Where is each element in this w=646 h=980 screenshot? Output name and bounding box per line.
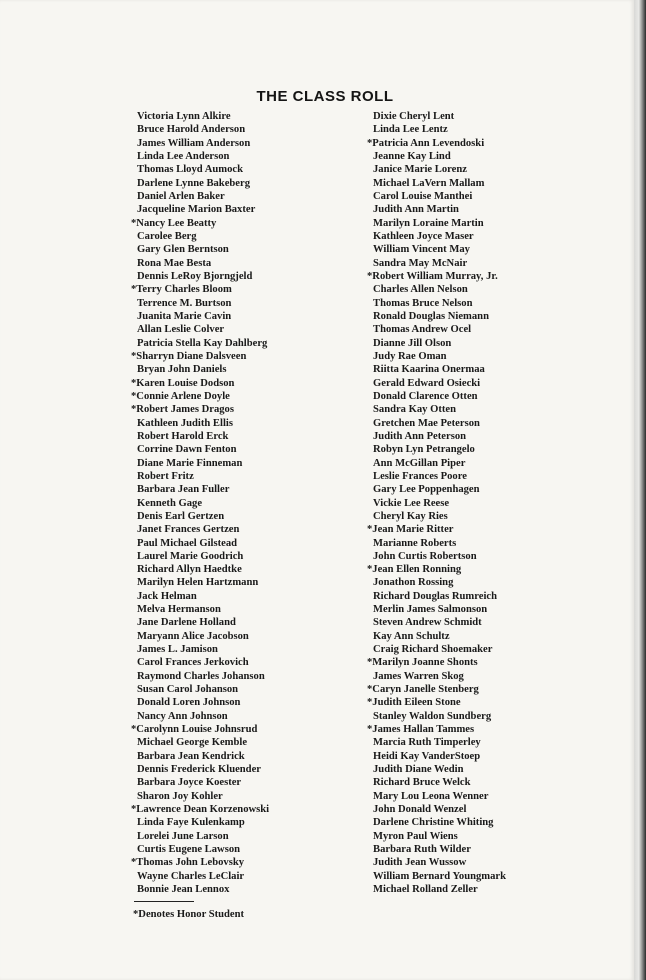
student-name: James Warren Skog <box>373 670 464 682</box>
student-name: Jonathon Rossing <box>373 577 454 589</box>
student-name: Diane Marie Finneman <box>137 457 243 469</box>
student-name: Dennis LeRoy Bjorngjeld <box>137 270 253 282</box>
student-name: Donald Clarence Otten <box>373 390 478 402</box>
student-name: Darlene Christine Whiting <box>373 817 494 829</box>
student-name: Dennis Frederick Kluender <box>137 764 261 776</box>
student-name: John Curtis Robertson <box>373 550 477 562</box>
student-name: *Nancy Lee Beatty <box>131 217 217 229</box>
student-name: Terrence M. Burtson <box>137 297 232 309</box>
student-name: *Jean Ellen Ronning <box>367 564 462 576</box>
student-name: Dianne Jill Olson <box>373 337 452 349</box>
student-name: Leslie Frances Poore <box>373 470 467 482</box>
student-name: Janet Frances Gertzen <box>137 524 240 536</box>
student-name: Rona Mae Besta <box>137 257 212 269</box>
student-name: Richard Bruce Welck <box>373 777 471 789</box>
student-name: Marianne Roberts <box>373 537 457 549</box>
student-name: Judy Rae Oman <box>373 350 447 362</box>
student-name: *Lawrence Dean Korzenowski <box>131 804 270 816</box>
student-name: Judith Ann Peterson <box>373 430 467 442</box>
student-name: Jane Darlene Holland <box>137 617 236 629</box>
student-name: *Marilyn Joanne Shonts <box>367 657 478 669</box>
honor-student-footnote: *Denotes Honor Student <box>133 909 245 920</box>
student-name: Susan Carol Johanson <box>137 684 239 696</box>
student-name: Ann McGillan Piper <box>373 457 466 469</box>
student-name: Michael Rolland Zeller <box>373 884 478 896</box>
student-name: Richard Douglas Rumreich <box>373 590 497 602</box>
student-name: Thomas Lloyd Aumock <box>137 164 243 176</box>
student-name: Vickie Lee Reese <box>373 497 450 509</box>
student-name: Bruce Harold Anderson <box>137 124 246 136</box>
student-name: Charles Allen Nelson <box>373 284 468 296</box>
student-name: *Carolynn Louise Johnsrud <box>131 724 258 736</box>
student-name: *James Hallan Tammes <box>367 724 475 736</box>
student-name: Barbara Jean Fuller <box>137 484 230 496</box>
student-name: Kenneth Gage <box>137 497 203 509</box>
student-name: Myron Paul Wiens <box>373 830 458 842</box>
student-name: Barbara Jean Kendrick <box>137 750 245 762</box>
student-name: Linda Faye Kulenkamp <box>137 817 245 829</box>
student-name: Marilyn Helen Hartzmann <box>137 577 259 589</box>
student-name: Judith Ann Martin <box>373 204 459 216</box>
student-name: Richard Allyn Haedtke <box>137 564 242 576</box>
student-name: Kathleen Judith Ellis <box>137 417 233 429</box>
class-roll-right-column <box>367 110 506 896</box>
student-name: Raymond Charles Johanson <box>137 670 265 682</box>
student-name: Linda Lee Anderson <box>137 150 230 162</box>
student-name: Dixie Cheryl Lent <box>373 111 455 122</box>
student-name: Merlin James Salmonson <box>373 604 488 616</box>
student-name: Allan Leslie Colver <box>137 324 225 336</box>
student-name: Barbara Joyce Koester <box>137 777 242 789</box>
student-name: Mary Lou Leona Wenner <box>373 790 489 802</box>
student-name: Melva Hermanson <box>137 604 221 616</box>
student-name: Carolee Berg <box>137 230 197 242</box>
student-name: Corrine Dawn Fenton <box>137 444 237 456</box>
student-name: *Sharryn Diane Dalsveen <box>131 350 247 362</box>
student-name: *Jean Marie Ritter <box>367 524 454 536</box>
student-name: Judith Diane Wedin <box>373 764 464 776</box>
student-name: Juanita Marie Cavin <box>137 310 232 322</box>
student-name: *Robert William Murray, Jr. <box>367 270 498 282</box>
student-name: Carol Frances Jerkovich <box>137 657 249 669</box>
student-name: Ronald Douglas Niemann <box>373 310 489 322</box>
student-name: Thomas Andrew Ocel <box>373 324 472 336</box>
student-name: Carol Louise Manthei <box>373 190 473 202</box>
student-name: Bonnie Jean Lennox <box>137 884 230 896</box>
student-name: *Robert James Dragos <box>131 404 234 416</box>
student-name: Victoria Lynn Alkire <box>137 111 231 122</box>
student-name: Michael George Kemble <box>137 737 248 749</box>
student-name: Cheryl Kay Ries <box>373 510 448 522</box>
student-name: *Caryn Janelle Stenberg <box>367 684 479 696</box>
student-name: Lorelei June Larson <box>137 830 229 842</box>
student-name: Barbara Ruth Wilder <box>373 844 471 856</box>
student-name: Sharon Joy Kohler <box>137 790 223 802</box>
student-name: Donald Loren Johnson <box>137 697 241 709</box>
student-name: Riitta Kaarina Onermaa <box>373 364 485 376</box>
student-name: Craig Richard Shoemaker <box>373 644 493 656</box>
student-name: Michael LaVern Mallam <box>373 177 485 189</box>
student-name: *Connie Arlene Doyle <box>131 390 230 402</box>
student-name: Gary Glen Berntson <box>137 244 229 256</box>
student-name: Darlene Lynne Bakeberg <box>137 177 250 189</box>
student-name: Paul Michael Gilstead <box>137 537 238 549</box>
student-name: James L. Jamison <box>137 644 218 656</box>
class-roll-left-column <box>131 110 269 896</box>
student-name: Gretchen Mae Peterson <box>373 417 480 429</box>
student-name: Robert Fritz <box>137 470 194 482</box>
student-name: Curtis Eugene Lawson <box>137 844 241 856</box>
student-name: Kay Ann Schultz <box>373 630 450 642</box>
student-name: Nancy Ann Johnson <box>137 710 228 722</box>
student-name: Sandra Kay Otten <box>373 404 456 416</box>
student-name: Patricia Stella Kay Dahlberg <box>137 337 268 349</box>
student-name: John Donald Wenzel <box>373 804 467 816</box>
student-name: Linda Lee Lentz <box>373 124 448 136</box>
footnote-divider <box>134 901 194 902</box>
student-name: Marcia Ruth Timperley <box>373 737 481 749</box>
student-name: *Judith Eileen Stone <box>367 697 461 709</box>
student-name: Jacqueline Marion Baxter <box>137 204 256 216</box>
student-name: Maryann Alice Jacobson <box>137 630 249 642</box>
student-name: Denis Earl Gertzen <box>137 510 225 522</box>
student-name: Gary Lee Poppenhagen <box>373 484 480 496</box>
page-edge-shadow <box>634 0 646 980</box>
student-name: Wayne Charles LeClair <box>137 870 245 882</box>
student-name: James William Anderson <box>137 137 251 149</box>
student-name: Laurel Marie Goodrich <box>137 550 244 562</box>
student-name: Bryan John Daniels <box>137 364 227 376</box>
student-name: Kathleen Joyce Maser <box>373 230 474 242</box>
student-name: Robyn Lyn Petrangelo <box>373 444 475 456</box>
student-name: Jeanne Kay Lind <box>373 150 451 162</box>
student-name: William Vincent May <box>373 244 470 256</box>
student-name: *Terry Charles Bloom <box>131 284 232 296</box>
student-name: William Bernard Youngmark <box>373 870 507 882</box>
student-name: Gerald Edward Osiecki <box>373 377 481 389</box>
student-name: Janice Marie Lorenz <box>373 164 467 176</box>
student-name: Sandra May McNair <box>373 257 468 269</box>
student-name: Daniel Arlen Baker <box>137 190 225 202</box>
page-title: THE CLASS ROLL <box>256 88 394 105</box>
student-name: Heidi Kay VanderStoep <box>373 750 481 762</box>
student-name: Thomas Bruce Nelson <box>373 297 473 309</box>
student-name: Steven Andrew Schmidt <box>373 617 482 629</box>
student-name: *Thomas John Lebovsky <box>131 857 245 869</box>
student-name: *Patricia Ann Levendoski <box>367 137 485 149</box>
student-name: Jack Helman <box>137 590 197 602</box>
student-name: Robert Harold Erck <box>137 430 229 442</box>
student-name: *Karen Louise Dodson <box>131 377 235 389</box>
student-name: Marilyn Loraine Martin <box>373 217 484 229</box>
student-name: Stanley Waldon Sundberg <box>373 710 492 722</box>
student-name: Judith Jean Wussow <box>373 857 467 869</box>
